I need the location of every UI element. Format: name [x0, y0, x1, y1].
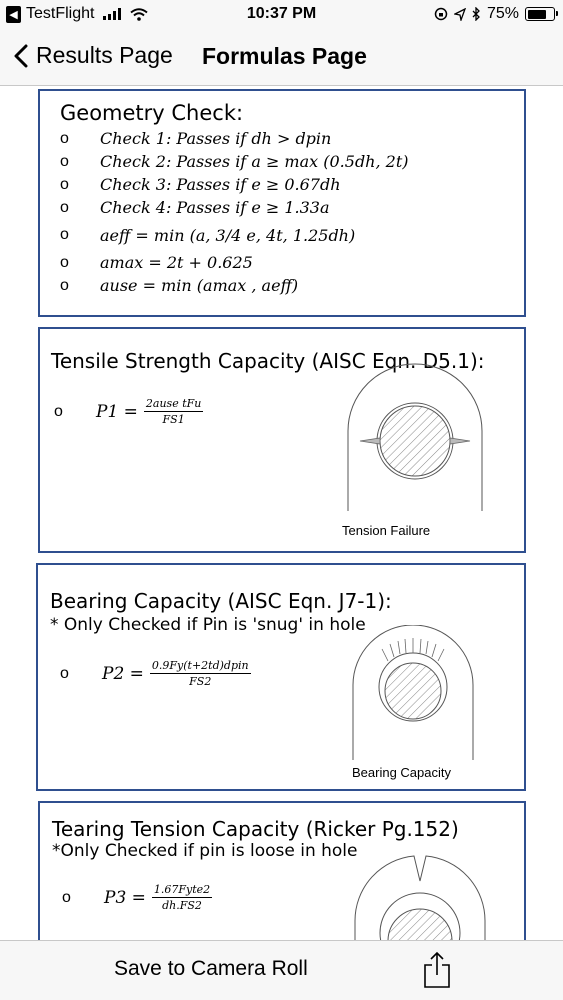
- equation-fraction: [152, 883, 212, 912]
- list-item: [60, 150, 409, 173]
- geometry-check-list: [60, 127, 409, 297]
- equation-numerator: 2ause tFu: [145, 397, 202, 410]
- list-item: [60, 173, 409, 196]
- back-to-app-icon[interactable]: ◀: [6, 6, 21, 23]
- list-item: [60, 219, 409, 251]
- bearing-formula-row: [60, 659, 251, 688]
- bluetooth-icon: [472, 7, 481, 21]
- battery-icon: [525, 7, 555, 21]
- formulas-content[interactable]: [0, 87, 563, 940]
- battery-percent: 75%: [486, 5, 519, 22]
- tensile-strength-title: Tensile Strength Capacity (AISC Eqn. D5.1):: [51, 349, 485, 373]
- a-eff-formula: aeff = min (a, 3/4 e, 4t, 1.25dh): [100, 225, 356, 245]
- tension-failure-diagram: [340, 361, 490, 511]
- bullet: o: [60, 129, 69, 147]
- status-right: [434, 5, 555, 23]
- bullet: o: [60, 152, 69, 170]
- status-app-name[interactable]: TestFlight: [26, 5, 95, 22]
- geometry-check-title: Geometry Check:: [60, 101, 244, 125]
- bullet: o: [60, 253, 69, 271]
- bullet: o: [60, 664, 69, 682]
- tearing-equation: [104, 883, 212, 912]
- back-button[interactable]: [14, 42, 173, 69]
- tearing-tension-note: *Only Checked if pin is loose in hole: [52, 841, 358, 861]
- bearing-capacity-title: Bearing Capacity (AISC Eqn. J7-1):: [50, 589, 392, 613]
- bearing-capacity-card: [36, 563, 526, 791]
- bullet: o: [60, 198, 69, 216]
- bullet: o: [62, 888, 71, 906]
- bearing-capacity-caption: Bearing Capacity: [352, 765, 451, 780]
- bearing-capacity-note: * Only Checked if Pin is 'snug' in hole: [50, 615, 366, 635]
- equation-fraction: [144, 397, 203, 426]
- share-button[interactable]: [422, 951, 452, 994]
- list-item: [60, 196, 409, 219]
- page-title: Formulas Page: [202, 43, 367, 69]
- check-3-formula: Check 3: Passes if e ≥ 0.67dh: [100, 175, 341, 194]
- equation-numerator: 0.9Fy(t+2td)dpin: [151, 659, 249, 672]
- bullet: o: [60, 175, 69, 193]
- equation-lhs: P2 =: [102, 663, 144, 684]
- equation-denominator: FS2: [189, 675, 212, 688]
- status-time: 10:37 PM: [246, 5, 317, 22]
- tearing-tension-title: Tearing Tension Capacity (Ricker Pg.152): [52, 817, 459, 841]
- navigation-bar: [0, 30, 563, 86]
- equation-numerator: 1.67Fyte2: [153, 883, 211, 896]
- tension-failure-caption: Tension Failure: [342, 523, 431, 538]
- tensile-formula-row: [54, 397, 203, 426]
- cellular-signal-icon: [103, 8, 121, 20]
- check-2-formula: Check 2: Passes if a ≥ max (0.5dh, 2t): [100, 152, 409, 171]
- check-4-formula: Check 4: Passes if e ≥ 1.33a: [100, 198, 330, 217]
- tearing-formula-row: [62, 883, 212, 912]
- list-item: [60, 251, 409, 274]
- equation-fraction: [150, 659, 251, 688]
- equation-lhs: P3 =: [104, 887, 146, 908]
- bottom-toolbar: [0, 940, 563, 1000]
- tearing-tension-card: [38, 801, 526, 940]
- rotation-lock-icon: [434, 7, 448, 21]
- share-icon: [422, 951, 452, 989]
- tensile-strength-card: [38, 327, 526, 553]
- a-max-formula: amax = 2t + 0.625: [100, 253, 253, 272]
- chevron-left-icon: [14, 44, 28, 68]
- bullet: o: [54, 402, 63, 420]
- equation-lhs: P1 =: [96, 401, 138, 422]
- wifi-icon: [130, 8, 148, 21]
- bearing-capacity-diagram: [348, 625, 478, 760]
- save-to-camera-roll-button[interactable]: Save to Camera Roll: [114, 957, 308, 980]
- status-left: [6, 5, 148, 23]
- bearing-equation: [102, 659, 251, 688]
- back-button-label: Results Page: [36, 42, 173, 68]
- equation-denominator: FS1: [162, 413, 185, 426]
- list-item: [60, 127, 409, 150]
- a-use-formula: ause = min (amax , aeff): [100, 276, 299, 295]
- tensile-equation: [96, 397, 203, 426]
- tearing-tension-diagram: [350, 853, 490, 940]
- check-1-formula: Check 1: Passes if dh > dpin: [100, 129, 332, 148]
- bullet: o: [60, 276, 69, 294]
- bullet: o: [60, 226, 69, 243]
- location-icon: [454, 8, 466, 21]
- list-item: [60, 274, 409, 297]
- equation-denominator: dh.FS2: [162, 899, 202, 912]
- geometry-check-card: [38, 89, 526, 317]
- status-bar: [0, 0, 563, 30]
